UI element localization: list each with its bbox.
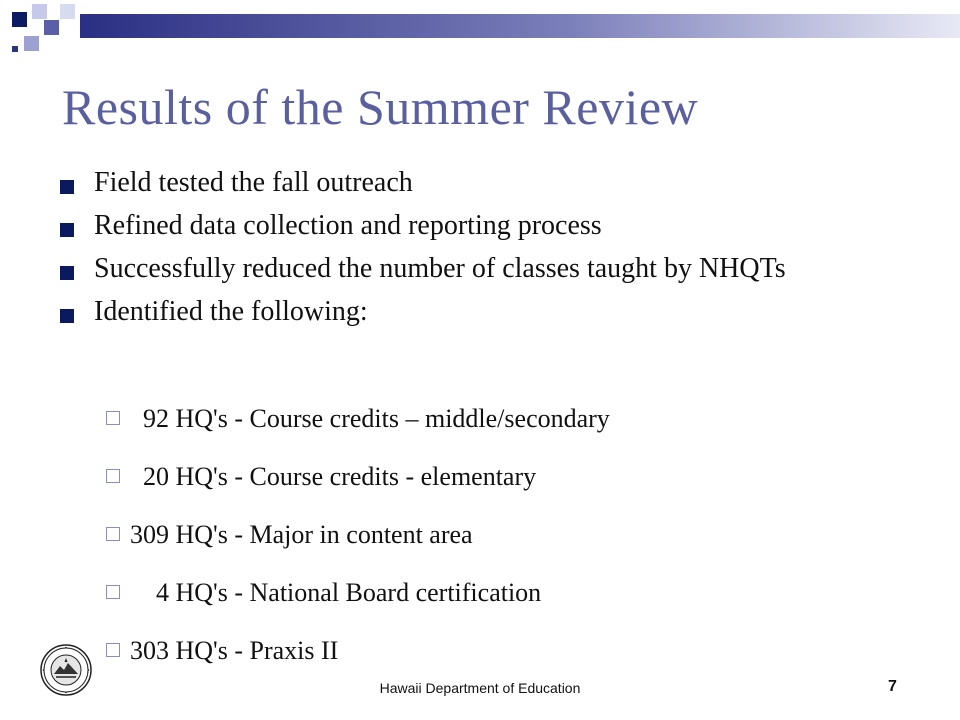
bullet-list: [60, 168, 920, 340]
sub-bullet-item: [106, 516, 610, 553]
bullet-item: [60, 254, 920, 284]
sub-bullet-text: 309 HQ's - Major in content area: [130, 520, 473, 549]
sub-bullet-list: [106, 400, 610, 690]
decorative-square: [12, 46, 18, 52]
square-bullet-icon: [60, 266, 74, 280]
bullet-text: Successfully reduced the number of classes taught by NHQTs: [94, 253, 786, 284]
square-bullet-icon: [60, 309, 74, 323]
square-bullet-icon: [60, 223, 74, 237]
decorative-square: [44, 20, 59, 35]
sub-bullet-text: 20 HQ's - Course credits - elementary: [130, 462, 537, 491]
bullet-item: [60, 297, 920, 327]
square-bullet-icon: [60, 180, 74, 194]
checkbox-bullet-icon: [106, 469, 120, 483]
header-gradient-bar: [80, 14, 960, 38]
sub-bullet-text: 92 HQ's - Course credits – middle/secondary: [130, 404, 610, 433]
bullet-item: [60, 211, 920, 241]
sub-bullet-item: [106, 400, 610, 437]
checkbox-bullet-icon: [106, 527, 120, 541]
checkbox-bullet-icon: [106, 585, 120, 599]
sub-bullet-text: 303 HQ's - Praxis II: [130, 636, 339, 665]
bullet-text: Identified the following:: [94, 296, 368, 327]
sub-bullet-item: [106, 574, 610, 611]
decorative-square: [32, 4, 47, 19]
sub-bullet-item: [106, 632, 610, 669]
checkbox-bullet-icon: [106, 411, 120, 425]
decorative-square: [60, 4, 75, 19]
decorative-square: [12, 12, 27, 27]
bullet-item: [60, 168, 920, 198]
bullet-text: Field tested the fall outreach: [94, 167, 413, 198]
checkbox-bullet-icon: [106, 643, 120, 657]
slide-title: Results of the Summer Review: [62, 79, 699, 135]
footer-organization: Hawaii Department of Education: [379, 680, 581, 696]
decorative-square: [24, 36, 39, 51]
bullet-text: Refined data collection and reporting process: [94, 210, 602, 241]
sub-bullet-text: 4 HQ's - National Board certification: [130, 578, 542, 607]
sub-bullet-item: [106, 458, 610, 495]
page-number: 7: [888, 678, 897, 695]
